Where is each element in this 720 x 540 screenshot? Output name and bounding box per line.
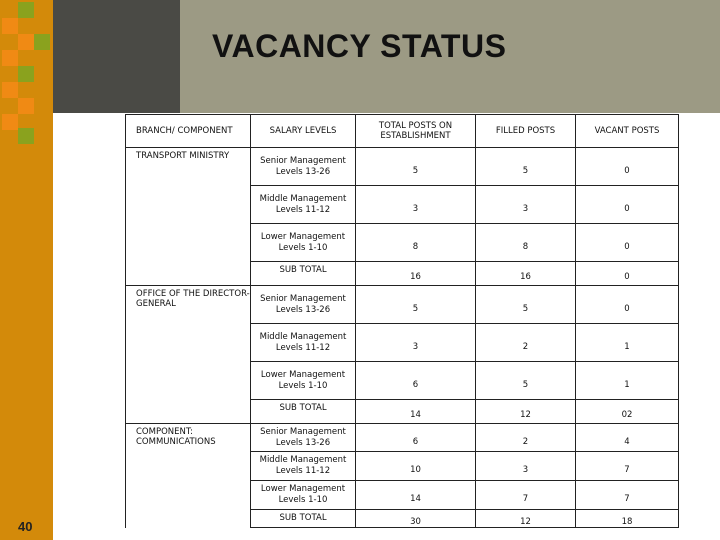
salary-level: Lower Management Levels 1-10: [251, 481, 356, 510]
total-posts: 14: [356, 400, 476, 424]
vacant-posts: 0: [576, 224, 679, 262]
filled-posts: 2: [476, 324, 576, 362]
page-number: 40: [18, 519, 33, 534]
salary-level: Senior Management Levels 13-26: [251, 424, 356, 452]
vacant-posts: 1: [576, 324, 679, 362]
total-posts: 14: [356, 481, 476, 510]
vacant-posts: 02: [576, 400, 679, 424]
header-salary: SALARY LEVELS: [251, 115, 356, 148]
decor-square: [18, 98, 34, 114]
salary-level: Middle Management Levels 11-12: [251, 452, 356, 481]
total-posts: 6: [356, 424, 476, 452]
decor-square: [2, 18, 18, 34]
vacant-posts: 0: [576, 262, 679, 286]
table-row: [126, 148, 679, 186]
total-posts: 6: [356, 362, 476, 400]
filled-posts: 12: [476, 510, 576, 528]
salary-level: Senior Management Levels 13-26: [251, 286, 356, 324]
total-posts: 16: [356, 262, 476, 286]
header-filled: FILLED POSTS: [476, 115, 576, 148]
salary-level: SUB TOTAL: [251, 262, 356, 286]
filled-posts: 5: [476, 362, 576, 400]
table-row: [126, 424, 679, 452]
salary-level: Middle Management Levels 11-12: [251, 324, 356, 362]
header-branch: BRANCH/ COMPONENT: [126, 115, 251, 148]
filled-posts: 8: [476, 224, 576, 262]
page-title: VACANCY STATUS: [212, 28, 507, 64]
filled-posts: 5: [476, 148, 576, 186]
vacant-posts: 18: [576, 510, 679, 528]
decor-square: [2, 82, 18, 98]
branch-cell: TRANSPORT MINISTRY: [126, 148, 251, 286]
header-total: TOTAL POSTS ON ESTABLISHMENT: [356, 115, 476, 148]
filled-posts: 16: [476, 262, 576, 286]
decor-square: [2, 50, 18, 66]
vacant-posts: 1: [576, 362, 679, 400]
total-posts: 10: [356, 452, 476, 481]
total-posts: 30: [356, 510, 476, 528]
total-posts: 3: [356, 186, 476, 224]
decor-square: [18, 34, 34, 50]
table-row: [126, 286, 679, 324]
salary-level: Senior Management Levels 13-26: [251, 148, 356, 186]
filled-posts: 3: [476, 186, 576, 224]
total-posts: 3: [356, 324, 476, 362]
vacant-posts: 4: [576, 424, 679, 452]
header-dark-band: [53, 0, 180, 113]
filled-posts: 7: [476, 481, 576, 510]
filled-posts: 5: [476, 286, 576, 324]
total-posts: 5: [356, 148, 476, 186]
decor-square: [18, 128, 34, 144]
vacant-posts: 0: [576, 286, 679, 324]
salary-level: SUB TOTAL: [251, 510, 356, 528]
vacant-posts: 0: [576, 186, 679, 224]
total-posts: 5: [356, 286, 476, 324]
salary-level: Middle Management Levels 11-12: [251, 186, 356, 224]
vacant-posts: 7: [576, 452, 679, 481]
vacancy-table: [125, 114, 679, 528]
branch-cell: OFFICE OF THE DIRECTOR-GENERAL: [126, 286, 251, 424]
header-vacant: VACANT POSTS: [576, 115, 679, 148]
filled-posts: 3: [476, 452, 576, 481]
salary-level: Lower Management Levels 1-10: [251, 224, 356, 262]
vacant-posts: 0: [576, 148, 679, 186]
decor-square: [34, 34, 50, 50]
salary-level: Lower Management Levels 1-10: [251, 362, 356, 400]
vacant-posts: 7: [576, 481, 679, 510]
salary-level: SUB TOTAL: [251, 400, 356, 424]
filled-posts: 2: [476, 424, 576, 452]
decor-square: [18, 2, 34, 18]
table-header-row: [126, 115, 679, 148]
decor-square: [18, 66, 34, 82]
filled-posts: 12: [476, 400, 576, 424]
branch-cell: COMPONENT: COMMUNICATIONS: [126, 424, 251, 528]
decor-square: [2, 114, 18, 130]
total-posts: 8: [356, 224, 476, 262]
